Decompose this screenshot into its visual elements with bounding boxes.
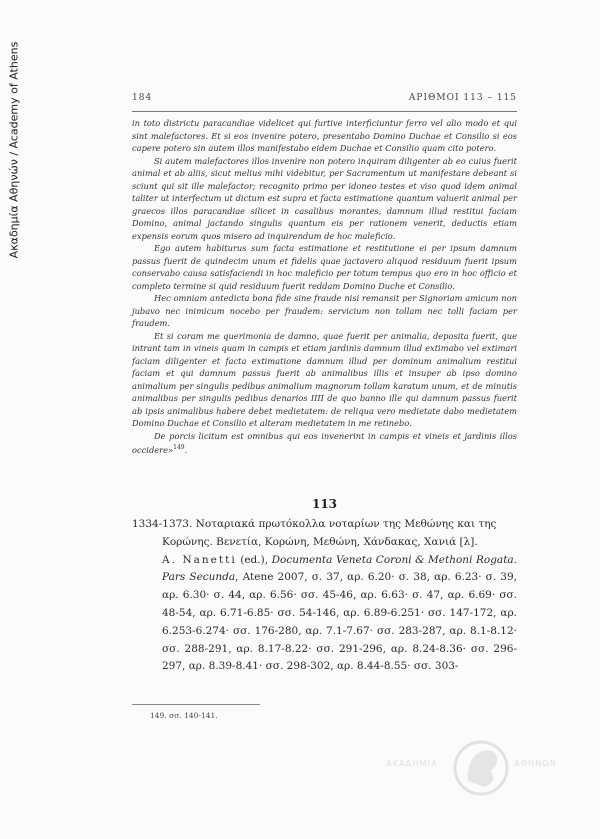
latin-paragraph-text: De porcis licitum est omnibus qui eos invenerint in campis et vineis et jardinis illos occidere» bbox=[132, 430, 517, 455]
latin-text-block bbox=[132, 117, 517, 456]
latin-paragraph: Si autem malefactores illos invenire non potero inquiram diligenter ab eo cuius fuerit animal et ab aliis, sicut melius mihi videbitur, per Sacramentum ut manifestare debeant si sciunt qui sit ille malefactor; recognito primo per idoneo testes et viso quod idem animal taliter ut interfectum ut dictum est supra et facta estimatione quantum valuerit animal per graecos illos paracandiae silicet in casalibus morantes, damnum illud restitui faciam Domino, animal jactando singulis quantum eis per rationem venerit, deductis etiam expensis eorum quos misero ad inquirendum de hoc maleficio. bbox=[132, 155, 517, 241]
watermark-text-left: ΑΚΑΔΗΜΙΑ bbox=[386, 759, 439, 768]
entry-number: 113 bbox=[311, 497, 338, 511]
page-number: 184 bbox=[132, 93, 153, 103]
athena-head-icon bbox=[450, 733, 512, 803]
entry-author: A. Nanetti bbox=[162, 553, 237, 566]
latin-paragraph: Ego autem habiturus sum facta estimatione et restitutione ei per ipsum damnum passus fuerit de quindecim unum et fidelis quae jactavero aliquod residuum fuerit ipsum conservabo causa satisfaciendi in hoc maleficio per totum tempus quo ero in hoc officio et completo termine si quid residuum fuerit reddam Domino Duche et Consilio. bbox=[132, 243, 517, 291]
archive-label-text: Ακαδημία Αθηνών / Academy of Athens bbox=[7, 41, 21, 259]
entry-title: Documenta Veneta Coroni & Methoni Rogata. Pars Secunda bbox=[162, 553, 518, 584]
latin-paragraph: Et si coram me querimonia de damno, quae fuerit per animalia, deposita fuerit, que intrant tam in vineis quam in campis et etiam jardinis damnum illud extimabo vel extimari faciam diligenter et facta extimatione damnum illud per dominum animalium restitui faciam et qui damnum passus fuerit ab animalibus illis et insuper ab ipso domino animalium per singulis pedibus animalium magnorum tollam karatum unum, et de minutis animalibus per singulis pedibus denarios IIII de quo banno ille qui damnum passus fuerit ab ipsis animalibus habere debet medietatem: de reliqua vero medietate dabo medietatem Domino Duchae et Consilio et alteram medietatem in me retinebo. bbox=[132, 330, 517, 428]
latin-paragraph-end: . bbox=[184, 444, 188, 455]
entry-references: , Atene 2007, σ. 37, αρ. 6.20· σ. 38, αρ. 6.23· σ. 39, αρ. 6.30· σ. 44, αρ. 6.56· σσ. 45-46, αρ. 6.63· σ. 47, αρ. 6.69· σσ. 48-54, αρ. 6.71-6.85· σσ. 54-146, αρ. 6.89-6.251· σσ. 147-172, αρ. 6.253-6.274· σσ. 176-280, αρ. 7.1-7.67· σσ. 283-287, αρ. 8.1-8.12· σσ. 288-291, αρ. 8.17-8.22· σσ. 291-296, αρ. 8.24-8.36· σσ. 296-297, αρ. 8.39-8.41· σσ. 298-302, αρ. 8.44-8.55· σσ. 303- bbox=[162, 571, 517, 673]
page-header bbox=[132, 93, 517, 103]
latin-paragraph: Hec omniam antedicta bona fide sine fraude nisi remansit per Signoriam amicum non jubavo nec inimicum nocebo per fraudem: servicium non tollam nec tolli faciam per fraudem. bbox=[132, 293, 517, 328]
entry-bibliography bbox=[132, 552, 517, 677]
entry-ed: (ed.), bbox=[236, 553, 272, 566]
watermark-text-right: ΑΘΗΝΩΝ bbox=[514, 759, 558, 768]
header-rule bbox=[132, 111, 517, 112]
running-title: ΑΡΙΘΜΟΙ 113 – 115 bbox=[408, 93, 517, 103]
archive-sidebar-label bbox=[0, 30, 28, 270]
footnote-marker: 149 bbox=[173, 444, 185, 451]
latin-paragraph-last bbox=[132, 430, 517, 457]
academy-watermark bbox=[386, 733, 576, 803]
footnote-rule bbox=[132, 704, 260, 705]
entry-heading: 1334-1373. Νοταριακά πρωτόκολλα νοταρίων της Μεθώνης και της Κορώνης. Βενετία, Κορώνη, Μεθώνη, Χάνδακας, Χανιά [λ]. bbox=[132, 518, 497, 548]
entry-block bbox=[132, 516, 517, 676]
latin-paragraph: in toto districtu paracandiae videlicet qui furtive interficiuntur ferro vel alio modo et qui sint malefactores. Et si eos invenire potero, presentabo Domino Duchae et Consilio si eos capere potero sin autem illos manifestabo eidem Duchae et Consilio quam cito potero. bbox=[132, 118, 517, 153]
footnote: 149. σσ. 140-141. bbox=[150, 711, 218, 720]
